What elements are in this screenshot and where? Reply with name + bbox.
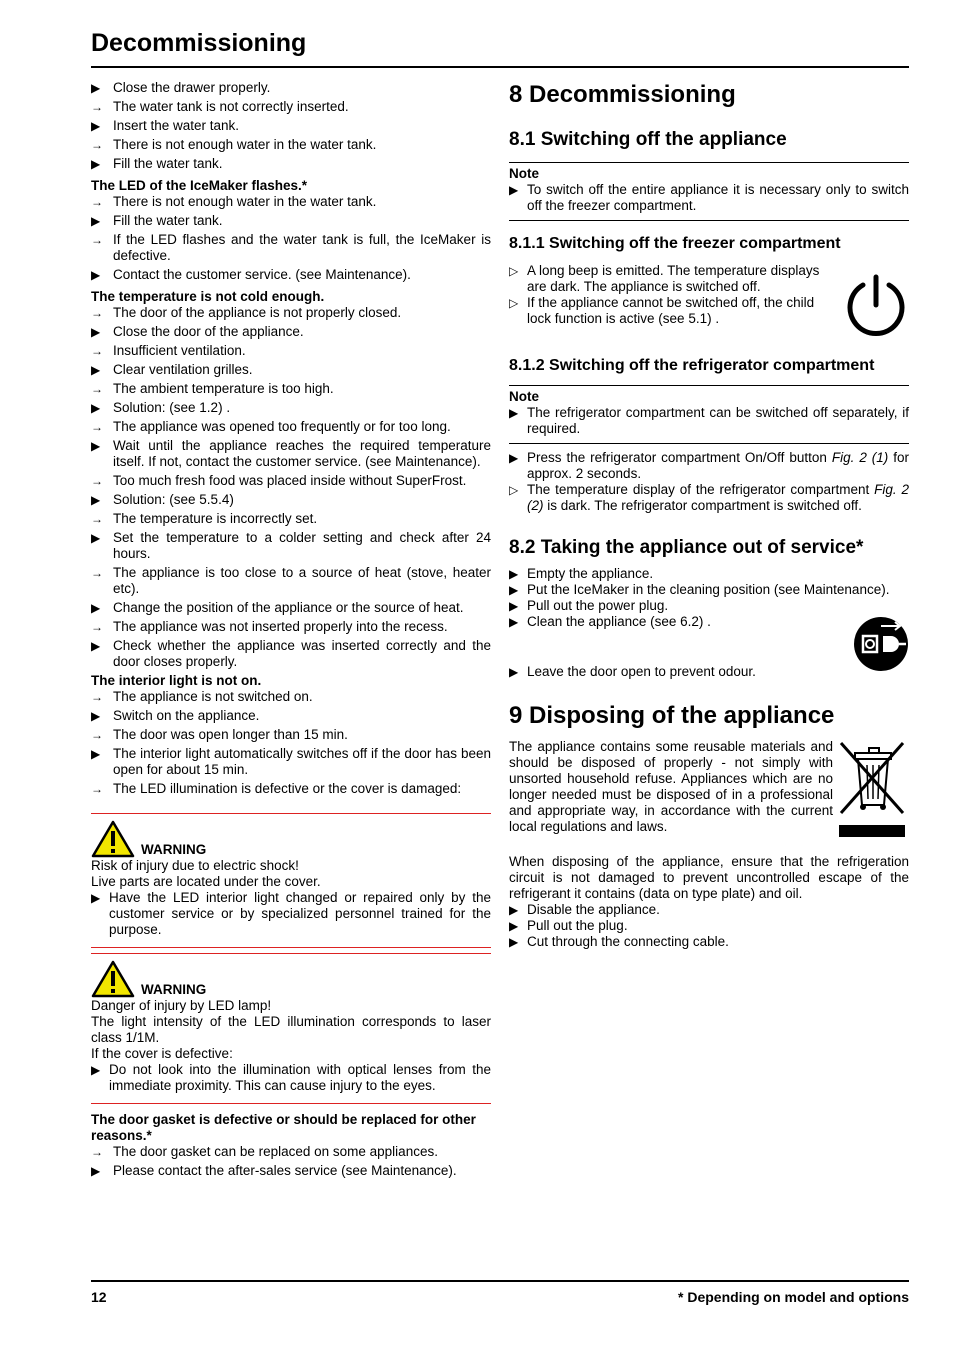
action-item (91, 118, 491, 134)
cause-arrow-icon: → (91, 233, 103, 247)
action-icon: ▶ (91, 401, 101, 415)
item-text: The appliance is too close to a source of heat (stove, heater etc). (113, 565, 491, 596)
cause-item (91, 781, 491, 797)
action-icon: ▶ (91, 157, 101, 171)
cause-item (91, 99, 491, 115)
action-item (91, 213, 491, 229)
item-text: The appliance was opened too frequently or for too long. (113, 419, 451, 434)
subheading-door-gasket: The door gasket is defective or should be replaced for other reasons.* (91, 1112, 476, 1143)
result-icon: ▷ (509, 264, 519, 278)
item-text: The temperature is incorrectly set. (113, 511, 318, 526)
action-item (91, 708, 491, 724)
cause-arrow-icon: → (91, 474, 103, 488)
page-number: 12 (91, 1289, 107, 1305)
troubleshoot-group-2 (91, 194, 491, 283)
cause-item (91, 565, 491, 597)
warning-triangle-icon (91, 960, 135, 998)
item-text: Solution: (see 1.2) . (113, 400, 231, 415)
action-icon: ▶ (91, 709, 101, 723)
action-item: ▶ Leave the door open to prevent odour. (509, 664, 756, 679)
item-text: The ambient temperature is too high. (113, 381, 334, 396)
item-text: Close the door of the appliance. (113, 324, 304, 339)
section-8-2-heading: 8.2 Taking the appliance out of service* (509, 537, 864, 558)
action-icon: ▶ (91, 1063, 101, 1077)
action-icon: ▶ (509, 583, 519, 597)
item-text: The appliance was not inserted properly into the recess. (113, 619, 448, 634)
cause-item (91, 511, 491, 527)
section-8-1-2-heading: 8.1.2 Switching off the refrigerator compartment (509, 357, 875, 374)
item-text: The appliance is not switched on. (113, 689, 313, 704)
action-item (91, 492, 491, 508)
action-icon: ▶ (91, 439, 101, 453)
action-icon: ▶ (91, 1164, 101, 1178)
troubleshoot-group-5 (91, 1144, 491, 1179)
disposal-paragraph: When disposing of the appliance, ensure that the refrigeration circuit is not damaged to prevent uncontrolled escape of the refrigerant it contains (data on type plate) and oil. (509, 854, 909, 901)
action-icon: ▶ (509, 935, 519, 949)
cause-item (91, 727, 491, 743)
item-text: Please contact the after-sales service (see Maintenance). (113, 1163, 457, 1178)
result-item: ▷ The temperature display of the refrigerator compartment Fig. 2 (2) is dark. The refrigerator compartment is switched off. (509, 482, 910, 513)
warning-text: Risk of injury due to electric shock! (91, 858, 299, 873)
power-icon (843, 271, 909, 337)
cause-arrow-icon: → (91, 306, 103, 320)
result-icon: ▷ (509, 296, 519, 310)
warning-text: Live parts are located under the cover. (91, 874, 321, 889)
action-item (91, 400, 491, 416)
action-icon: ▶ (91, 268, 101, 282)
action-icon: ▶ (91, 531, 101, 545)
warning-text: The light intensity of the LED illumination corresponds to laser class 1/1M. (91, 1014, 491, 1045)
action-item: ▶ Press the refrigerator compartment On/Off button Fig. 2 (1) for approx. 2 seconds. (509, 450, 909, 481)
troubleshoot-group-4 (91, 689, 491, 797)
action-item (91, 600, 491, 616)
subheading-icemaker-led: The LED of the IceMaker flashes.* (91, 178, 308, 193)
item-text: The door was open longer than 15 min. (113, 727, 348, 742)
cause-arrow-icon: → (91, 620, 103, 634)
disposal-paragraph: The appliance contains some reusable materials and should be disposed of properly - not simply with unsorted household refuse. Appliances which are no longer needed must be disposed of in a professional and appropriate way, in accordance with the current local regulations and laws. (509, 739, 833, 834)
action-icon: ▶ (509, 183, 519, 197)
disposal-intro (509, 739, 909, 835)
section-9-heading: 9 Disposing of the appliance (509, 702, 835, 729)
cause-item (91, 305, 491, 321)
left-column (91, 80, 491, 1182)
action-item: ▶ Pull out the power plug. (509, 598, 669, 613)
warning-action: ▶ Have the LED interior light changed or repaired only by the customer service or by specialized personnel trained for the purpose. (91, 890, 491, 937)
page-header: Decommissioning (91, 29, 307, 57)
item-text: Contact the customer service. (see Maintenance). (113, 267, 411, 282)
cause-item (91, 343, 491, 359)
cause-arrow-icon: → (91, 512, 103, 526)
action-icon: ▶ (91, 891, 101, 905)
freezer-steps (509, 263, 909, 327)
cause-arrow-icon: → (91, 382, 103, 396)
action-icon: ▶ (509, 567, 519, 581)
action-item: ▶ Cut through the connecting cable. (509, 934, 729, 949)
cause-item (91, 381, 491, 397)
cause-item (91, 232, 491, 264)
out-of-service-steps (509, 566, 909, 630)
cause-item (91, 194, 491, 210)
note-action: ▶ To switch off the entire appliance it is necessary only to switch off the freezer compartment. (509, 182, 909, 213)
action-item (91, 1163, 491, 1179)
action-icon: ▶ (509, 919, 519, 933)
result-item: ▷ If the appliance cannot be switched off, the child lock function is active (see 5.1) . (509, 295, 815, 326)
item-text: Change the position of the appliance or the source of heat. (113, 600, 464, 615)
section-8-1-heading: 8.1 Switching off the appliance (509, 129, 787, 150)
figure-reference: Fig. 2 (1) (831, 450, 889, 465)
unplug-icon (853, 616, 909, 672)
action-item: ▶ Disable the appliance. (509, 902, 660, 917)
troubleshoot-group-3 (91, 305, 491, 670)
troubleshoot-group-1 (91, 80, 491, 172)
warning-text: If the cover is defective: (91, 1046, 233, 1061)
footer-note: * Depending on model and options (678, 1289, 909, 1305)
warning-header (91, 820, 491, 858)
action-icon: ▶ (509, 451, 519, 465)
action-item (91, 267, 491, 283)
cause-arrow-icon: → (91, 138, 103, 152)
item-text: Wait until the appliance reaches the required temperature itself. If not, contact the customer service. (see Maintenance). (113, 438, 491, 469)
action-icon: ▶ (91, 639, 101, 653)
action-icon: ▶ (91, 119, 101, 133)
warning-box-electric (91, 813, 491, 948)
item-text: Insufficient ventilation. (113, 343, 246, 358)
warning-label: WARNING (141, 982, 207, 997)
item-text: The interior light automatically switches off if the door has been open for about 15 min. (113, 746, 491, 777)
cause-arrow-icon: → (91, 690, 103, 704)
action-item (91, 746, 491, 778)
right-column (509, 80, 909, 950)
header-rule (91, 66, 909, 68)
action-item (91, 638, 491, 670)
footer-rule (91, 1280, 909, 1282)
result-item: ▷ A long beep is emitted. The temperature displays are dark. The appliance is switched off. (509, 263, 820, 294)
item-text: There is not enough water in the water tank. (113, 194, 377, 209)
action-item (91, 530, 491, 562)
item-text: Switch on the appliance. (113, 708, 260, 723)
crossed-bin-icon (837, 739, 907, 839)
action-item: ▶ Empty the appliance. (509, 566, 654, 581)
action-item: ▶ Pull out the plug. (509, 918, 628, 933)
action-icon: ▶ (91, 747, 101, 761)
warning-triangle-icon (91, 820, 135, 858)
section-8-heading: 8 Decommissioning (509, 81, 736, 108)
cause-item (91, 137, 491, 153)
action-icon: ▶ (91, 81, 101, 95)
item-text: The door gasket can be replaced on some appliances. (113, 1144, 438, 1159)
item-text: The LED illumination is defective or the cover is damaged: (113, 781, 462, 796)
refrigerator-steps (509, 450, 909, 514)
result-icon: ▷ (509, 483, 519, 497)
action-icon: ▶ (509, 599, 519, 613)
action-icon: ▶ (91, 214, 101, 228)
action-item (91, 362, 491, 378)
item-text: Insert the water tank. (113, 118, 240, 133)
action-icon: ▶ (91, 325, 101, 339)
warning-header (91, 960, 491, 998)
cause-arrow-icon: → (91, 420, 103, 434)
item-text: Clear ventilation grilles. (113, 362, 253, 377)
action-icon: ▶ (91, 363, 101, 377)
cause-arrow-icon: → (91, 782, 103, 796)
item-text: Fill the water tank. (113, 156, 223, 171)
item-text: Check whether the appliance was inserted correctly and the door closes properly. (113, 638, 491, 669)
subheading-temperature: The temperature is not cold enough. (91, 289, 325, 304)
cause-item (91, 419, 491, 435)
item-text: Fill the water tank. (113, 213, 223, 228)
action-icon: ▶ (91, 601, 101, 615)
warning-label: WARNING (141, 842, 207, 857)
item-text: Close the drawer properly. (113, 80, 271, 95)
action-item (91, 80, 491, 96)
warning-box-led (91, 953, 491, 1104)
cause-arrow-icon: → (91, 100, 103, 114)
cause-arrow-icon: → (91, 1145, 103, 1159)
item-text: Too much fresh food was placed inside without SuperFrost. (113, 473, 467, 488)
action-icon: ▶ (509, 615, 519, 629)
item-text: Set the temperature to a colder setting and check after 24 hours. (113, 530, 491, 561)
section-8-1-1-heading: 8.1.1 Switching off the freezer compartment (509, 235, 841, 252)
action-item (91, 156, 491, 172)
figure-reference: Fig. 2 (2) (527, 482, 910, 513)
item-text: The water tank is not correctly inserted. (113, 99, 349, 114)
action-item (91, 438, 491, 470)
item-text: There is not enough water in the water tank. (113, 137, 377, 152)
warning-text: Danger of injury by LED lamp! (91, 998, 272, 1013)
note-action: ▶ The refrigerator compartment can be switched off separately, if required. (509, 405, 909, 436)
cause-item (91, 473, 491, 489)
action-icon: ▶ (509, 406, 519, 420)
note-box-1 (509, 162, 909, 221)
note-box-2 (509, 385, 909, 444)
action-item: ▶ Put the IceMaker in the cleaning position (see Maintenance). (509, 582, 890, 597)
note-label: Note (509, 389, 539, 404)
cause-item (91, 619, 491, 635)
note-label: Note (509, 166, 539, 181)
action-icon: ▶ (509, 903, 519, 917)
cause-arrow-icon: → (91, 566, 103, 580)
cause-arrow-icon: → (91, 728, 103, 742)
subheading-interior-light: The interior light is not on. (91, 673, 262, 688)
warning-action: ▶ Do not look into the illumination with optical lenses from the immediate proximity. This can cause injury to the eyes. (91, 1062, 491, 1093)
cause-arrow-icon: → (91, 344, 103, 358)
action-item (91, 324, 491, 340)
item-text: Solution: (see 5.5.4) (113, 492, 234, 507)
item-text: The door of the appliance is not properly closed. (113, 305, 402, 320)
cause-arrow-icon: → (91, 195, 103, 209)
cause-item (91, 689, 491, 705)
action-item: ▶ Clean the appliance (see 6.2) . (509, 614, 711, 629)
item-text: If the LED flashes and the water tank is full, the IceMaker is defective. (113, 232, 491, 263)
action-icon: ▶ (509, 665, 519, 679)
action-icon: ▶ (91, 493, 101, 507)
cause-item (91, 1144, 491, 1160)
disposal-steps (509, 902, 909, 950)
